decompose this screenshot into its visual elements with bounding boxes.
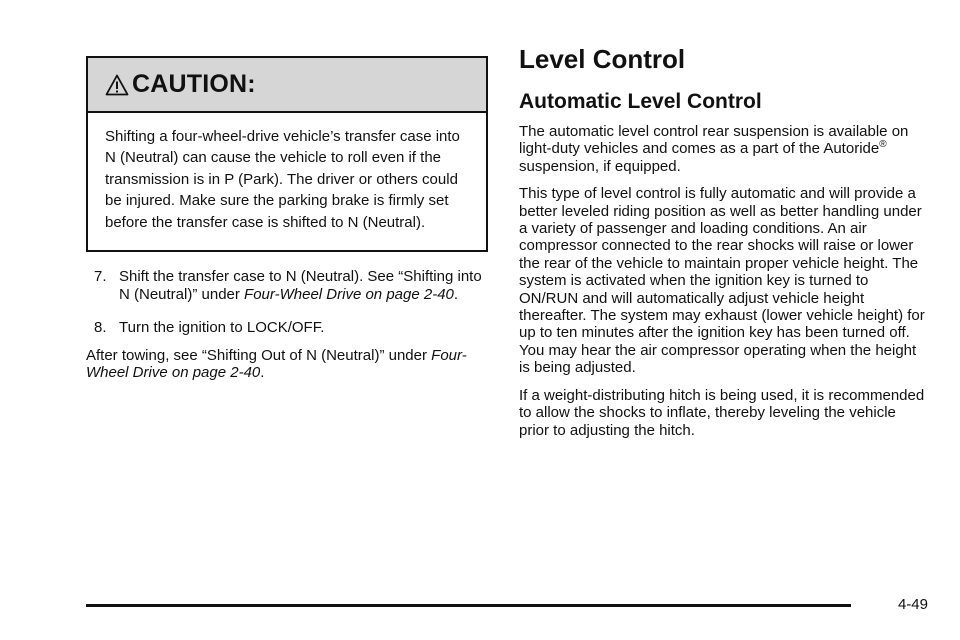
step-number: 7. xyxy=(94,268,107,286)
page-reference-link[interactable]: Four-Wheel Drive on page 2-40 xyxy=(86,346,467,382)
step-8 xyxy=(86,319,488,337)
step-text: Shift the transfer case to N (Neutral). See “Shifting into N (Neutral)” under Four-Wheel Drive on page 2-40. xyxy=(119,268,482,303)
page-reference-link[interactable]: Four-Wheel Drive on page 2-40 xyxy=(244,285,454,303)
section-subtitle: Automatic Level Control xyxy=(519,90,762,113)
page-number: 4-49 xyxy=(897,596,928,613)
section-title: Level Control xyxy=(519,44,686,74)
paragraph-autoride: The automatic level control rear suspension is available on light-duty vehicles and comes as a part of the Autoride® suspension, if equipped. xyxy=(519,123,909,175)
caution-title: CAUTION: xyxy=(132,70,256,98)
step-text: Turn the ignition to LOCK/OFF. xyxy=(119,319,325,337)
caution-text: Shifting a four-wheel-drive vehicle’s transfer case into N (Neutral) can cause the vehicle to roll even if the transmission is in P (Park). The driver or others could be injured. Make sure the parking brake is firmly set before the transfer case is shifted to N (Neutral). xyxy=(105,128,460,231)
paragraph-level-control: This type of level control is fully automatic and will provide a better leveled riding position as well as better handling under a variety of passenger and loading conditions. An air compressor connected to the rear shocks will raise or lower the rear of the vehicle to maintain proper vehicle height. The system is activated when the ignition key is turned to ON/RUN and will automatically adjust vehicle height thereafter. The system may exhaust (lower vehicle height) for up to ten minutes after the ignition key has been turned off. You may hear the air compressor operating when the height is being adjusted. xyxy=(519,185,925,377)
caution-box xyxy=(86,56,488,252)
right-column xyxy=(519,44,927,439)
warning-triangle-icon xyxy=(105,74,129,96)
registered-mark: ® xyxy=(879,139,887,151)
caution-header xyxy=(88,58,486,113)
footer-rule xyxy=(86,604,851,607)
step-7 xyxy=(86,268,488,303)
step-number: 8. xyxy=(94,319,107,337)
after-towing-paragraph: After towing, see “Shifting Out of N (Neutral)” under Four-Wheel Drive on page 2-40. xyxy=(86,346,467,382)
paragraph-hitch: If a weight-distributing hitch is being used, it is recommended to allow the shocks to inflate, thereby leveling the vehicle prior to adjusting the hitch. xyxy=(519,386,925,439)
left-column xyxy=(86,56,488,382)
